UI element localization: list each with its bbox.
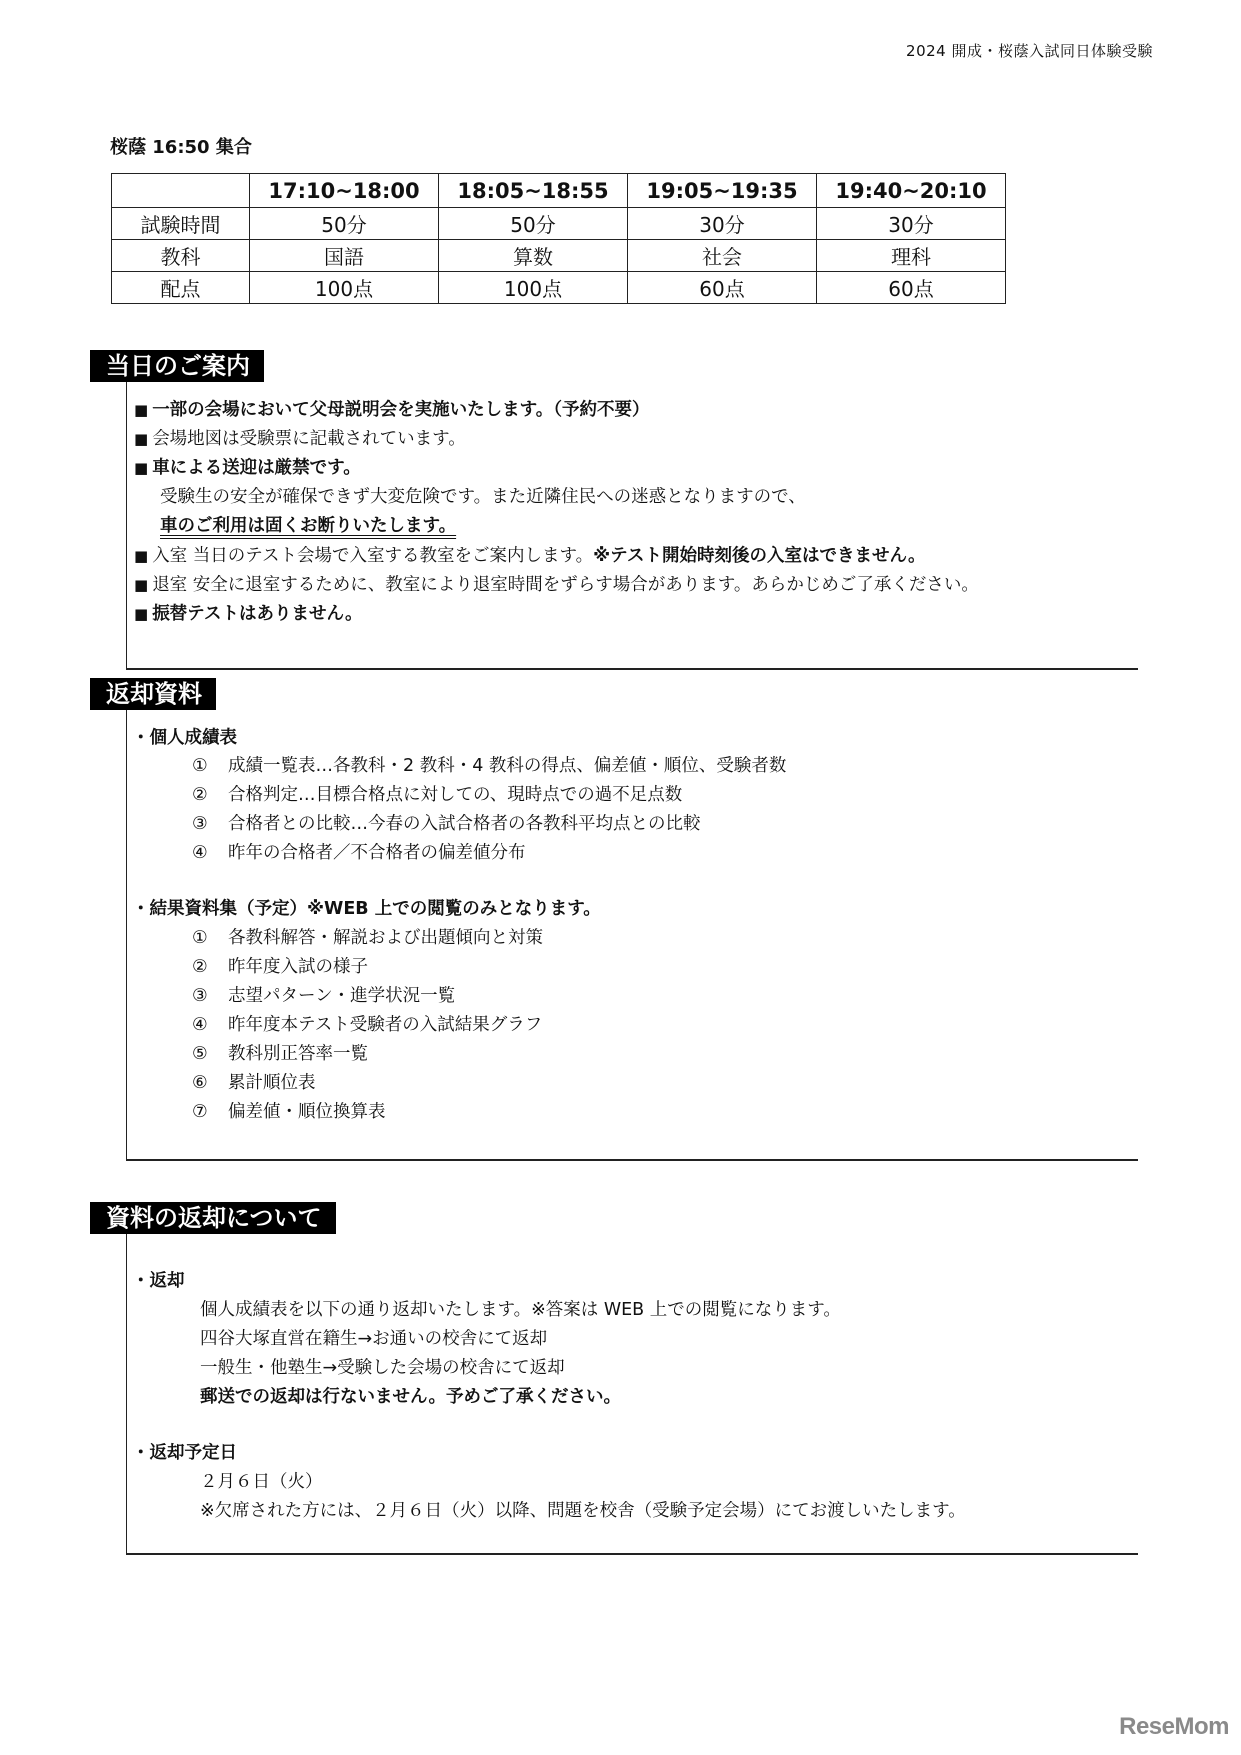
time-slot-header: 18:05~18:55 — [439, 174, 628, 208]
list-item: ⑦ 偏差値・順位換算表 — [192, 1102, 386, 1122]
return-line-notice: 郵送での返却は行ないません。予めご了承ください。 — [200, 1387, 622, 1407]
guide-item: ■ 入室 当日のテスト会場で入室する教室をご案内します。※テスト開始時刻後の入室はできません。 — [134, 546, 926, 566]
square-bullet-icon: ■ — [134, 547, 149, 565]
table-cell: 理科 — [817, 240, 1006, 272]
materials-group-heading: ・結果資料集（予定）※WEB 上での閲覧のみとなります。 — [132, 899, 601, 919]
table-cell: 50分 — [250, 208, 439, 240]
list-item: ④ 昨年度本テスト受験者の入試結果グラフ — [192, 1015, 543, 1035]
schedule-table — [111, 173, 1006, 304]
guide-item-detail: 受験生の安全が確保できず大変危険です。また近隣住民への迷惑となりますので、 — [160, 487, 806, 507]
square-bullet-icon: ■ — [134, 430, 149, 448]
square-bullet-icon: ■ — [134, 576, 149, 594]
table-cell: 算数 — [439, 240, 628, 272]
list-item: ⑥ 累計順位表 — [192, 1073, 316, 1093]
return-date-note: ※欠席された方には、２月６日（火）以降、問題を校舎（受験予定会場）にてお渡しいたします。 — [200, 1501, 966, 1521]
time-slot-header: 19:05~19:35 — [628, 174, 817, 208]
square-bullet-icon: ■ — [134, 401, 149, 419]
assembly-time: 桜蔭 16:50 集合 — [110, 137, 252, 158]
section-title-guide: 当日のご案内 — [90, 350, 264, 382]
schedule-header-row — [112, 174, 1006, 208]
table-cell: 国語 — [250, 240, 439, 272]
list-item: ① 成績一覧表…各教科・2 教科・4 教科の得点、偏差値・順位、受験者数 — [192, 756, 787, 776]
guide-item: ■ 振替テストはありません。 — [134, 604, 363, 624]
table-cell: 100点 — [250, 272, 439, 304]
guide-item: ■ 車による送迎は厳禁です。 — [134, 458, 361, 478]
table-cell: 社会 — [628, 240, 817, 272]
return-line: 個人成績表を以下の通り返却いたします。※答案は WEB 上での閲覧になります。 — [200, 1300, 841, 1320]
return-line: 一般生・他塾生→受験した会場の校舎にて返却 — [200, 1358, 565, 1378]
list-item: ③ 志望パターン・進学状況一覧 — [192, 986, 456, 1006]
time-slot-header: 19:40~20:10 — [817, 174, 1006, 208]
table-cell: 30分 — [628, 208, 817, 240]
list-item: ④ 昨年の合格者／不合格者の偏差値分布 — [192, 843, 526, 863]
section-title-materials: 返却資料 — [90, 678, 216, 710]
document-header-title: 2024 開成・桜蔭入試同日体験受験 — [906, 42, 1153, 60]
list-item: ③ 合格者との比較…今春の入試合格者の各教科平均点との比較 — [192, 814, 701, 834]
row-label: 配点 — [112, 272, 250, 304]
square-bullet-icon: ■ — [134, 605, 149, 623]
return-heading: ・返却 — [132, 1271, 185, 1291]
table-row — [112, 208, 1006, 240]
table-cell: 30分 — [817, 208, 1006, 240]
guide-item: ■ 会場地図は受験票に記載されています。 — [134, 429, 466, 449]
section-title-return: 資料の返却について — [90, 1202, 336, 1234]
square-bullet-icon: ■ — [134, 459, 149, 477]
row-label: 教科 — [112, 240, 250, 272]
table-row — [112, 240, 1006, 272]
guide-item: ■ 退室 安全に退室するために、教室により退室時間をずらす場合があります。あらかじめご了承ください。 — [134, 575, 979, 595]
return-date-heading: ・返却予定日 — [132, 1443, 237, 1463]
list-item: ② 合格判定…目標合格点に対しての、現時点での過不足点数 — [192, 785, 683, 805]
table-cell: 60点 — [817, 272, 1006, 304]
guide-item: ■ 一部の会場において父母説明会を実施いたします。（予約不要） — [134, 400, 650, 420]
list-item: ① 各教科解答・解説および出題傾向と対策 — [192, 928, 543, 948]
list-item: ⑤ 教科別正答率一覧 — [192, 1044, 368, 1064]
table-row — [112, 272, 1006, 304]
empty-corner-cell — [112, 174, 250, 208]
table-cell: 50分 — [439, 208, 628, 240]
resemom-logo: ReseMom — [1119, 1713, 1229, 1740]
time-slot-header: 17:10~18:00 — [250, 174, 439, 208]
return-line: 四谷大塚直営在籍生→お通いの校舎にて返却 — [200, 1329, 548, 1349]
row-label: 試験時間 — [112, 208, 250, 240]
table-cell: 60点 — [628, 272, 817, 304]
table-cell: 100点 — [439, 272, 628, 304]
guide-item-warning: 車のご利用は固くお断りいたします。 — [160, 516, 457, 536]
list-item: ② 昨年度入試の様子 — [192, 957, 368, 977]
return-date: ２月６日（火） — [200, 1472, 323, 1492]
materials-group-heading: ・個人成績表 — [132, 728, 237, 748]
